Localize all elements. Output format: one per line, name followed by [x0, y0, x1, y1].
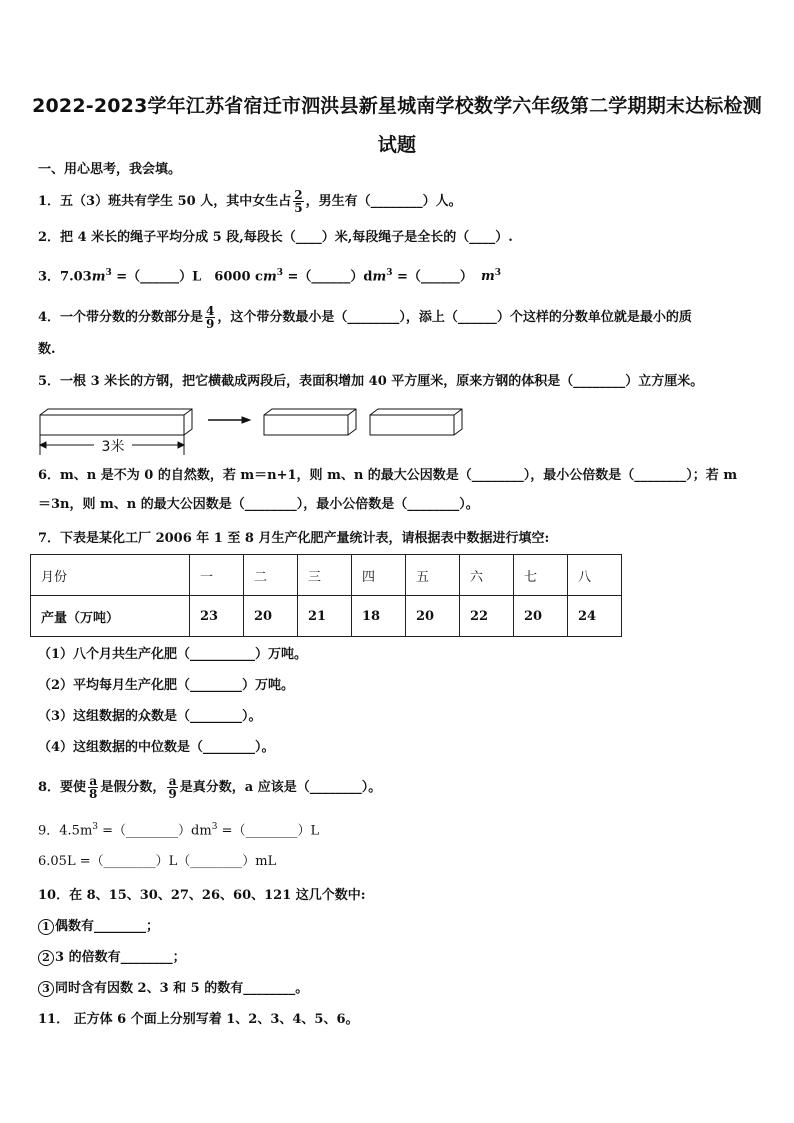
table-cell: 20 — [244, 596, 298, 637]
table-cell: 24 — [568, 596, 622, 637]
exam-title: 2022-2023学年江苏省宿迁市泗洪县新星城南学校数学六年级第二学期期末达标检测 — [32, 95, 762, 117]
table-cell: 五 — [406, 555, 460, 596]
unit-m: m — [262, 269, 277, 285]
question-8-text-b: 是假分数， — [100, 780, 166, 795]
rod-front-face — [40, 415, 184, 435]
question-8 — [38, 775, 381, 800]
question-4-text-a: 4．一个带分数的分数部分是 — [38, 310, 204, 325]
circled-number-1-icon: 1 — [38, 919, 54, 935]
question-3-text-a: 3．7.03 — [38, 269, 92, 285]
question-9-text-b: =（________）dm — [98, 823, 212, 839]
question-1 — [38, 189, 462, 214]
question-7-part-4: （4）这组数据的中位数是（________）。 — [38, 740, 275, 755]
table-cell: 八 — [568, 555, 622, 596]
denominator: 5 — [294, 201, 303, 215]
rod-edge — [184, 409, 192, 415]
arrow-right-icon — [242, 417, 250, 423]
exponent: 3 — [494, 268, 501, 278]
exponent: 3 — [105, 268, 112, 278]
fraction — [88, 775, 98, 800]
piece-1-front — [264, 415, 348, 435]
fraction — [167, 775, 177, 800]
question-1-text-b: ，男生有（________）人。 — [305, 194, 462, 209]
item-text: 同时含有因数 2、3 和 5 的数有________。 — [55, 981, 309, 996]
question-3 — [38, 264, 501, 286]
table-cell: 三 — [298, 555, 352, 596]
rod-length-label: 3米 — [101, 439, 125, 455]
table-cell: 一 — [190, 555, 244, 596]
table-cell: 六 — [460, 555, 514, 596]
rod-top-side — [40, 409, 192, 435]
arrow-right-icon — [178, 442, 184, 448]
table-cell: 二 — [244, 555, 298, 596]
question-8-text-c: 是真分数，a 应该是（________）。 — [179, 780, 382, 795]
piece-1-top — [264, 409, 356, 435]
table-cell: 20 — [514, 596, 568, 637]
piece-2-edge — [454, 409, 462, 415]
question-6-continued: ＝3n，则 m、n 的最大公因数是（________），最小公倍数是（________）。 — [38, 497, 479, 512]
table-cell: 四 — [352, 555, 406, 596]
table-cell: 22 — [460, 596, 514, 637]
table-cell: 21 — [298, 596, 352, 637]
numerator: 2 — [294, 188, 303, 202]
question-7-part-2: （2）平均每月生产化肥（________）万吨。 — [38, 678, 295, 693]
question-3-text-c: =（______）d — [282, 269, 373, 285]
circled-number-3-icon: 3 — [38, 981, 54, 997]
table-header-cell: 月份 — [31, 555, 190, 596]
table-header-cell: 产量（万吨） — [31, 596, 190, 637]
question-6: 6．m、n 是不为 0 的自然数，若 m＝n+1，则 m、n 的最大公因数是（________），最小公倍数是（________）；若 m — [38, 468, 738, 483]
question-8-text-a: 8．要使 — [38, 780, 87, 795]
question-4 — [38, 305, 692, 330]
unit-m: m — [480, 269, 495, 285]
unit-m: m — [372, 269, 387, 285]
question-10-item-1 — [38, 918, 159, 936]
piece-2-top — [370, 409, 462, 435]
question-2: 2．把 4 米长的绳子平均分成 5 段,每段长（____）米,每段绳子是全长的（____）. — [38, 230, 513, 245]
exponent: 3 — [276, 268, 283, 278]
question-3-text-b: =（______）L 6000 c — [111, 269, 263, 285]
numerator: a — [89, 774, 98, 788]
numerator: 4 — [206, 304, 215, 318]
table-row — [31, 555, 622, 596]
denominator: 9 — [206, 317, 215, 331]
fraction — [205, 305, 215, 330]
piece-2-front — [370, 415, 454, 435]
arrow-left-icon — [40, 442, 46, 448]
fraction — [293, 189, 303, 214]
question-9-text-a: 9．4.5m — [38, 823, 93, 839]
item-text: 偶数有________； — [55, 919, 160, 934]
question-4-text-b: ，这个带分数最小是（________），添上（______）个这样的分数单位就是最小的质 — [217, 310, 692, 325]
question-10-item-2 — [38, 949, 186, 967]
question-9-line-2: 6.05L =（________）L（________）mL — [38, 854, 277, 869]
numerator: a — [168, 774, 177, 788]
question-10: 10．在 8、15、30、27、26、60、121 这几个数中: — [38, 888, 366, 903]
exam-title-continued: 试题 — [377, 134, 417, 156]
denominator: 8 — [89, 787, 98, 801]
table-row — [31, 596, 622, 637]
exponent: 3 — [386, 268, 393, 278]
question-5: 5．一根 3 米长的方钢，把它横截成两段后，表面积增加 40 平方厘米，原来方钢的体积是（________）立方厘米。 — [38, 374, 704, 389]
question-1-text-a: 1．五（3）班共有学生 50 人，其中女生占 — [38, 194, 292, 209]
section-heading: 一、用心思考，我会填。 — [38, 162, 182, 177]
question-11: 11． 正方体 6 个面上分别写着 1、2、3、4、5、6。 — [38, 1012, 359, 1027]
circled-number-2-icon: 2 — [38, 950, 54, 966]
question-3-text-d: =（______） — [392, 269, 473, 285]
question-9-text-c: =（________）L — [217, 823, 320, 839]
exponent: 3 — [92, 822, 99, 832]
question-7-part-1: （1）八个月共生产化肥（__________）万吨。 — [38, 647, 308, 662]
question-7-part-3: （3）这组数据的众数是（________）。 — [38, 709, 262, 724]
unit-m: m — [91, 269, 106, 285]
exponent: 3 — [211, 822, 218, 832]
table-cell: 20 — [406, 596, 460, 637]
table-cell: 23 — [190, 596, 244, 637]
table-cell: 18 — [352, 596, 406, 637]
question-9 — [38, 818, 319, 840]
question-10-item-3 — [38, 980, 308, 998]
question-7: 7．下表是某化工厂 2006 年 1 至 8 月生产化肥产量统计表，请根据表中数据进行填空: — [38, 531, 550, 546]
denominator: 9 — [168, 787, 177, 801]
production-table — [30, 554, 622, 637]
item-text: 3 的倍数有________； — [55, 950, 186, 965]
table-cell: 七 — [514, 555, 568, 596]
steel-rod-diagram — [36, 403, 476, 459]
piece-1-edge — [348, 409, 356, 415]
question-4-continued: 数. — [38, 342, 56, 357]
